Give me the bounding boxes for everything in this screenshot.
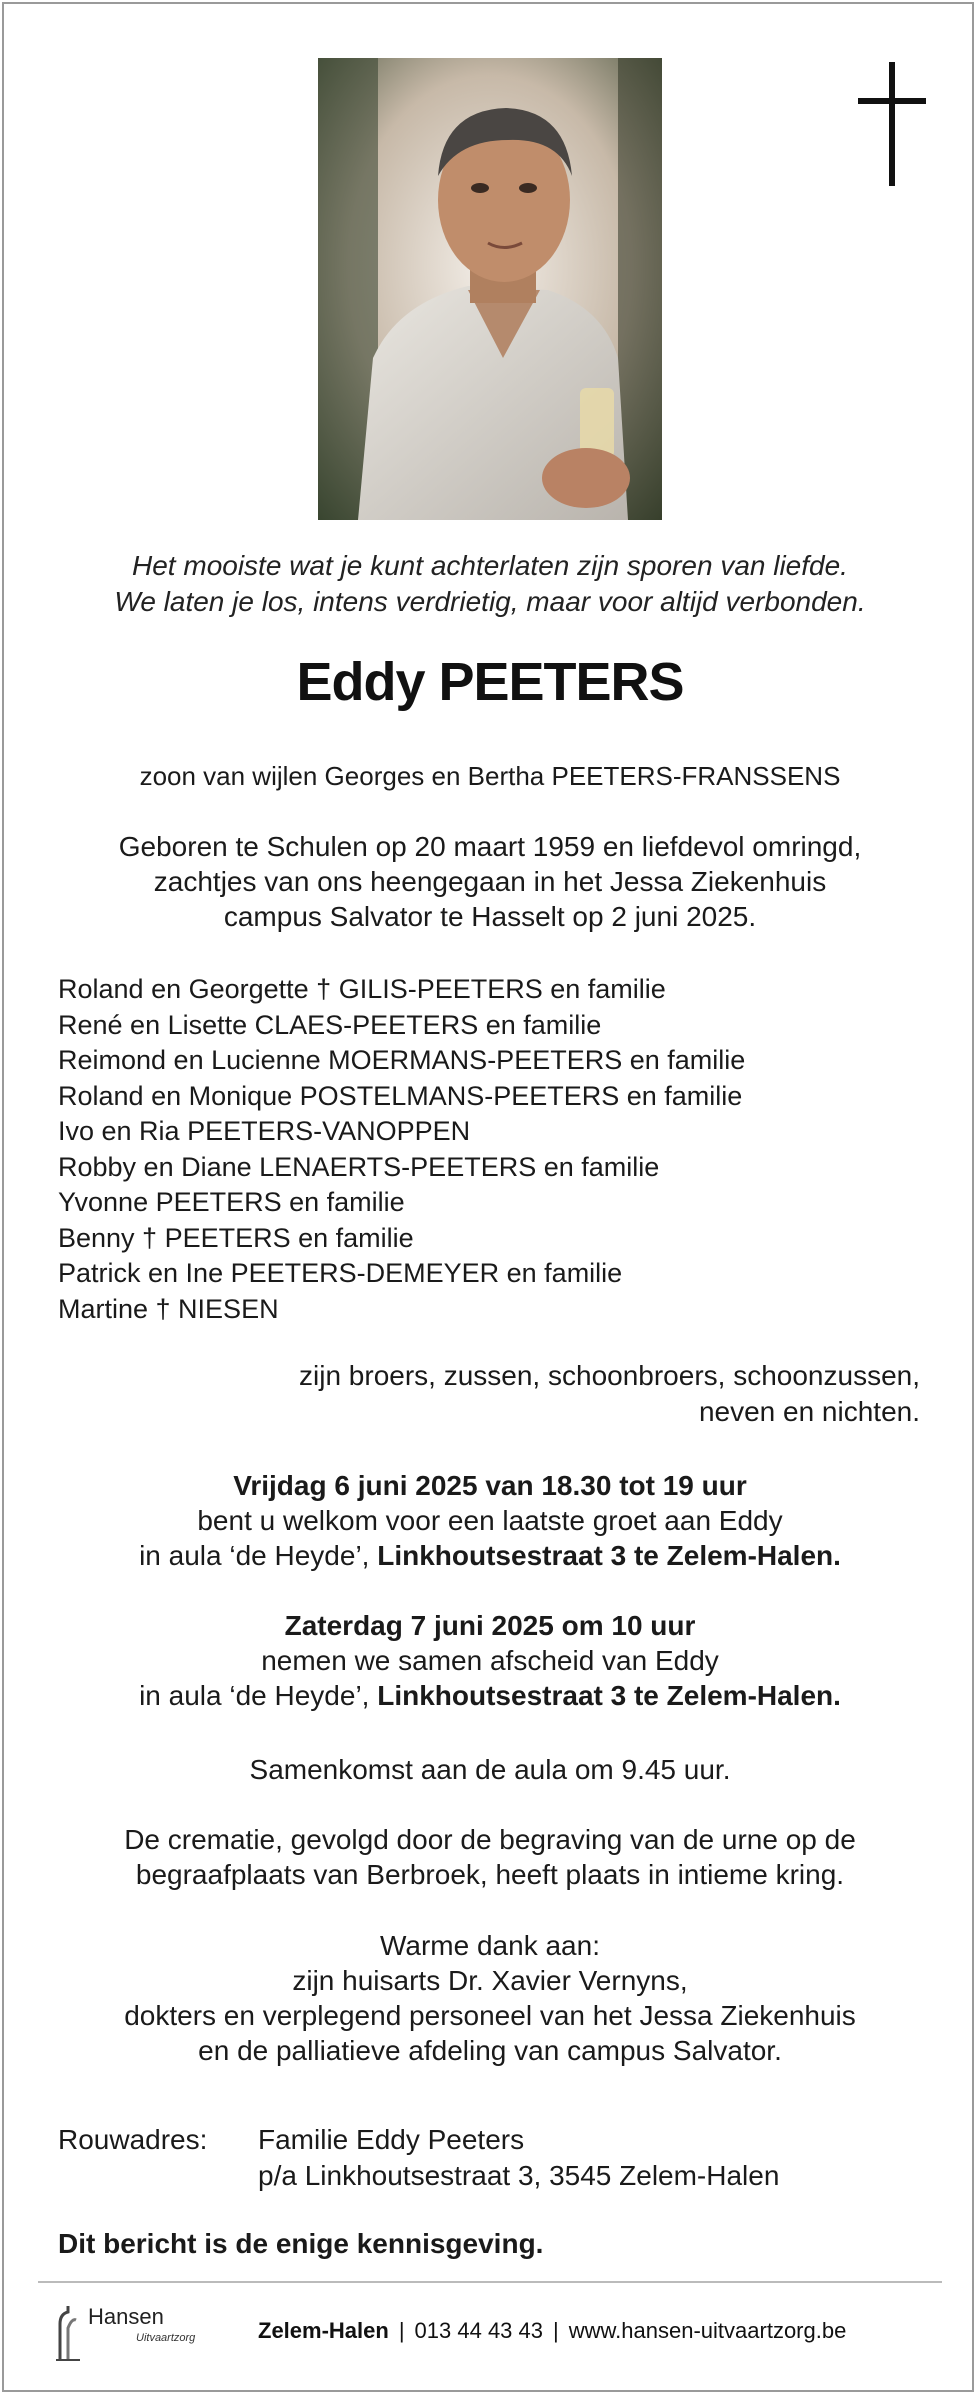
location-end: . xyxy=(833,1540,841,1571)
logo-brand: Hansen xyxy=(88,2304,164,2329)
family-member: Patrick en Ine PEETERS-DEMEYER en familie xyxy=(58,1258,623,1288)
relations-line: neven en nichten. xyxy=(698,1396,920,1427)
visitation-location xyxy=(40,1538,940,1573)
family-member: Martine † NIESEN xyxy=(58,1293,279,1324)
born-line: Geboren te Schulen op 20 maart 1959 en liefdevol omringd, xyxy=(118,831,862,862)
family-member: Ivo en Ria PEETERS-VANOPPEN xyxy=(58,1116,471,1146)
family-member: Yvonne PEETERS en familie xyxy=(58,1187,405,1217)
notice-text: Dit bericht is de enige kennisgeving. xyxy=(58,2228,544,2259)
visitation-date: Vrijdag 6 juni 2025 van 18.30 tot 19 uur xyxy=(233,1470,747,1501)
separator: | xyxy=(398,2318,405,2343)
address-line: p/a Linkhoutsestraat 3, 3545 Zelem-Halen xyxy=(258,2160,780,2191)
family-member: Robby en Diane LENAERTS-PEETERS en familie xyxy=(58,1151,660,1182)
location-address: Linkhoutsestraat 3 te Zelem-Halen xyxy=(377,1540,834,1571)
logo-subtitle: Uitvaartzorg xyxy=(136,2332,196,2344)
family-member: Reimond en Lucienne MOERMANS-PEETERS en familie xyxy=(58,1045,746,1075)
contact-website[interactable]: www.hansen-uitvaartzorg.be xyxy=(568,2318,847,2343)
born-line: zachtjes van ons heengegaan in het Jessa Ziekenhuis xyxy=(153,866,827,897)
thanks-line: en de palliatieve afdeling van campus Salvator. xyxy=(198,2035,782,2066)
funeral-location xyxy=(40,1678,940,1713)
quote-line: We laten je los, intens verdrietig, maar voor altijd verbonden. xyxy=(114,586,866,617)
contact-line xyxy=(258,2318,846,2344)
quote-line: Het mooiste wat je kunt achterlaten zijn sporen van liefde. xyxy=(132,550,848,581)
location-end: . xyxy=(833,1680,841,1711)
logo-mark-icon xyxy=(56,2302,80,2362)
thanks-line: dokters en verplegend personeel van het Jessa Ziekenhuis xyxy=(124,2000,856,2031)
visitation-line: bent u welkom voor een laatste groet aan Eddy xyxy=(197,1505,783,1536)
born-line: campus Salvator te Hasselt op 2 juni 2025. xyxy=(223,901,757,932)
funeral-line: nemen we samen afscheid van Eddy xyxy=(261,1645,719,1676)
family-member: René en Lisette CLAES-PEETERS en familie xyxy=(58,1009,602,1040)
relations-text xyxy=(299,1358,920,1430)
thanks-line: Warme dank aan: xyxy=(380,1930,600,1961)
address-lines xyxy=(258,2122,779,2194)
gathering-text: Samenkomst aan de aula om 9.45 uur. xyxy=(249,1754,731,1785)
cremation-line: De crematie, gevolgd door de begraving van de urne op de xyxy=(124,1824,856,1855)
cremation-line: begraafplaats van Berbroek, heeft plaats in intieme kring. xyxy=(135,1859,845,1890)
memorial-quote xyxy=(40,548,940,620)
address-label: Rouwadres: xyxy=(58,2124,208,2155)
funeral-date: Zaterdag 7 juni 2025 om 10 uur xyxy=(284,1610,696,1641)
thanks-text xyxy=(40,1928,940,2068)
funeral-info xyxy=(40,1608,940,1713)
footer xyxy=(0,2290,980,2380)
deceased-name: Eddy PEETERS xyxy=(296,652,684,712)
parents-line: zoon van wijlen Georges en Bertha PEETERS-FRANSSENS xyxy=(139,761,841,791)
footer-divider xyxy=(38,2281,942,2283)
location-address: Linkhoutsestraat 3 te Zelem-Halen xyxy=(377,1680,834,1711)
address-line: Familie Eddy Peeters xyxy=(258,2124,525,2155)
family-member: Roland en Monique POSTELMANS-PEETERS en familie xyxy=(58,1080,743,1111)
cremation-text xyxy=(40,1822,940,1892)
contact-location: Zelem-Halen xyxy=(258,2318,389,2343)
location-prefix: in aula ‘de Heyde’, xyxy=(139,1680,378,1711)
cross-icon xyxy=(858,62,926,186)
birth-death-text xyxy=(40,829,940,934)
funeral-home-logo xyxy=(56,2302,246,2362)
portrait-illustration xyxy=(318,58,662,520)
location-prefix: in aula ‘de Heyde’, xyxy=(139,1540,378,1571)
family-member: Benny † PEETERS en familie xyxy=(58,1222,414,1253)
thanks-line: zijn huisarts Dr. Xavier Vernyns, xyxy=(292,1965,688,1996)
relations-line: zijn broers, zussen, schoonbroers, schoonzussen, xyxy=(299,1360,920,1391)
family-list xyxy=(58,972,745,1327)
family-member: Roland en Georgette † GILIS-PEETERS en familie xyxy=(58,974,666,1004)
contact-phone[interactable]: 013 44 43 43 xyxy=(414,2318,544,2343)
visitation-info xyxy=(40,1468,940,1573)
portrait-photo xyxy=(318,58,662,520)
separator: | xyxy=(553,2318,559,2343)
